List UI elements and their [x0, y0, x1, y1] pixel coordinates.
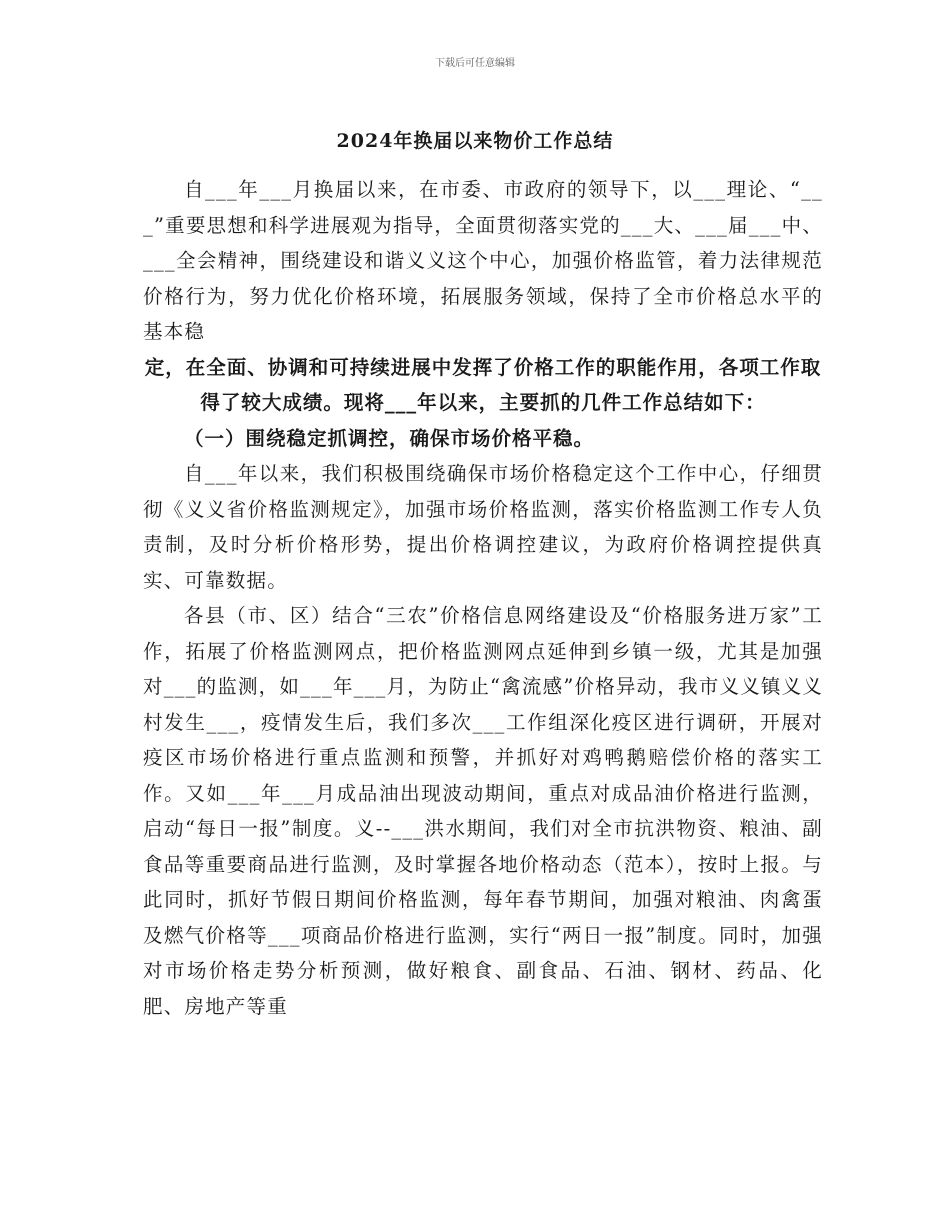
- paragraph-counties: 各县（市、区）结合“三农”价格信息网络建设及“价格服务进万家”工作，拓展了价格监测网点，把价格监测网点延伸到乡镇一级，尤其是加强对___的监测，如___年___月，为防止“禽流感”价格异动，我市义义镇义义村发生___，疫情发生后，我们多次___工作组深化疫区进行调研，开展对疫区市场价格进行重点监测和预警，并抓好对鸡鸭鹅赔偿价格的落实工作。又如___年___月成品油出现波动期间，重点对成品油价格进行监测，启动“每日一报”制度。义--___洪水期间，我们对全市抗洪物资、粮油、副食品等重要商品进行监测，及时掌握各地价格动态（范本），按时上报。与此同时，抓好节假日期间价格监测，每年春节期间，加强对粮油、肉禽蛋及燃气价格等___项商品价格进行监测，实行“两日一报”制度。同时，加强对市场价格走势分析预测，做好粮食、副食品、石油、钢材、药品、化肥、房地产等重: [143, 604, 823, 1018]
- section-heading: （一）围绕稳定抓调控，确保市场价格平稳。: [183, 426, 594, 450]
- document-title: 2024年换届以来物价工作总结: [336, 130, 614, 152]
- paragraph-intro: 自___年___月换届以来，在市委、市政府的领导下，以___理论、“___”重要思想和科学进展观为指导，全面贯彻落实党的___大、___届___中、___全会精神，围绕建设和谐义义这个中心，加强价格监管，着力法律规范价格行为，努力优化价格环境，拓展服务领域，保持了全市价格总水平的基本稳: [143, 178, 823, 343]
- paragraph-summary: 定，在全面、协调和可持续进展中发挥了价格工作的职能作用，各项工作取得了较大成绩。现将___年以来，主要抓的几件工作总结如下：: [144, 355, 822, 414]
- paragraph-monitoring: 自___年以来，我们积极围绕确保市场价格稳定这个工作中心，仔细贯彻《义义省价格监测规定》，加强市场价格监测，落实价格监测工作专人负责制，及时分析价格形势，提出价格调控建议，为政府价格调控提供真实、可靠数据。: [143, 462, 823, 592]
- document-body: [143, 172, 823, 1024]
- header-note: 下载后可任意编辑: [435, 58, 515, 69]
